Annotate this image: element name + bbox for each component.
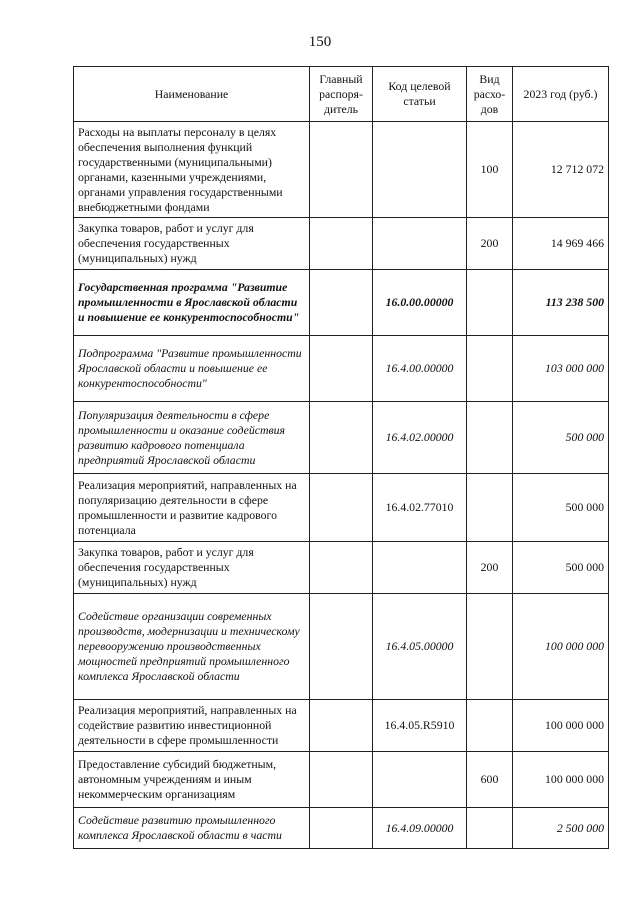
row-manager-cell <box>310 336 373 402</box>
row-code-cell <box>373 218 467 270</box>
table-row <box>74 336 609 402</box>
row-name-cell: Закупка товаров, работ и услуг для обеспечения государственных (муниципальных) нужд <box>74 542 310 594</box>
row-manager-cell <box>310 402 373 474</box>
row-code-cell: 16.4.02.77010 <box>373 474 467 542</box>
row-amount-cell: 2 500 000 <box>513 808 609 849</box>
table-row <box>74 700 609 752</box>
row-kind-cell <box>467 402 513 474</box>
row-kind-cell: 200 <box>467 542 513 594</box>
row-amount-cell: 500 000 <box>513 542 609 594</box>
row-name-cell: Расходы на выплаты персоналу в целях обеспечения выполнения функций государственными (муниципальными) органами, казенными учреждениями, органами управления государственными внебюджетными фондами <box>74 122 310 218</box>
row-name-cell: Реализация мероприятий, направленных на популяризацию деятельности в сфере промышленности и развитие кадрового потенциала <box>74 474 310 542</box>
row-code-cell: 16.4.05.00000 <box>373 594 467 700</box>
header-kind: Вид расхо-дов <box>467 67 513 122</box>
row-manager-cell <box>310 270 373 336</box>
row-name-cell: Предоставление субсидий бюджетным, автономным учреждениям и иным некоммерческим организациям <box>74 752 310 808</box>
row-amount-cell: 12 712 072 <box>513 122 609 218</box>
budget-table <box>73 66 609 849</box>
row-code-cell <box>373 122 467 218</box>
row-amount-cell: 103 000 000 <box>513 336 609 402</box>
table-row <box>74 402 609 474</box>
row-kind-cell: 600 <box>467 752 513 808</box>
table-row <box>74 752 609 808</box>
row-manager-cell <box>310 218 373 270</box>
row-kind-cell <box>467 808 513 849</box>
row-kind-cell <box>467 594 513 700</box>
row-kind-cell <box>467 270 513 336</box>
table-row <box>74 218 609 270</box>
table-header-row <box>74 67 609 122</box>
row-kind-cell: 100 <box>467 122 513 218</box>
row-amount-cell: 14 969 466 <box>513 218 609 270</box>
header-name: Наименование <box>74 67 310 122</box>
table-row <box>74 474 609 542</box>
row-kind-cell <box>467 336 513 402</box>
table-row <box>74 808 609 849</box>
row-manager-cell <box>310 474 373 542</box>
row-manager-cell <box>310 542 373 594</box>
row-amount-cell: 500 000 <box>513 402 609 474</box>
row-amount-cell: 100 000 000 <box>513 700 609 752</box>
row-manager-cell <box>310 700 373 752</box>
row-kind-cell: 200 <box>467 218 513 270</box>
row-amount-cell: 100 000 000 <box>513 752 609 808</box>
row-code-cell <box>373 542 467 594</box>
row-kind-cell <box>467 700 513 752</box>
table-row <box>74 270 609 336</box>
table-row <box>74 122 609 218</box>
header-code: Код целевой статьи <box>373 67 467 122</box>
row-code-cell: 16.4.09.00000 <box>373 808 467 849</box>
page-number: 150 <box>308 34 332 50</box>
table-row <box>74 594 609 700</box>
row-name-cell: Подпрограмма "Развитие промышленности Ярославской области и повышение ее конкурентоспособности" <box>74 336 310 402</box>
row-code-cell: 16.4.05.R5910 <box>373 700 467 752</box>
row-manager-cell <box>310 122 373 218</box>
row-name-cell: Закупка товаров, работ и услуг для обеспечения государственных (муниципальных) нужд <box>74 218 310 270</box>
header-manager: Главный распоря-дитель <box>310 67 373 122</box>
row-code-cell: 16.4.02.00000 <box>373 402 467 474</box>
row-kind-cell <box>467 474 513 542</box>
row-amount-cell: 500 000 <box>513 474 609 542</box>
row-name-cell: Популяризация деятельности в сфере промышленности и оказание содействия развитию кадрового потенциала предприятий Ярославской области <box>74 402 310 474</box>
row-manager-cell <box>310 808 373 849</box>
row-manager-cell <box>310 752 373 808</box>
table-row <box>74 542 609 594</box>
row-name-cell: Содействие организации современных производств, модернизации и техническому перевооружению производственных мощностей предприятий промышленного комплекса Ярославской области <box>74 594 310 700</box>
row-code-cell: 16.0.00.00000 <box>373 270 467 336</box>
row-name-cell: Реализация мероприятий, направленных на содействие развитию инвестиционной деятельности в сфере промышленности <box>74 700 310 752</box>
table-body <box>74 122 609 849</box>
row-manager-cell <box>310 594 373 700</box>
row-code-cell <box>373 752 467 808</box>
header-amount: 2023 год (руб.) <box>513 67 609 122</box>
row-code-cell: 16.4.00.00000 <box>373 336 467 402</box>
row-amount-cell: 100 000 000 <box>513 594 609 700</box>
row-amount-cell: 113 238 500 <box>513 270 609 336</box>
row-name-cell: Государственная программа "Развитие промышленности в Ярославской области и повышение ее конкурентоспособности" <box>74 270 310 336</box>
row-name-cell: Содействие развитию промышленного комплекса Ярославской области в части <box>74 808 310 849</box>
